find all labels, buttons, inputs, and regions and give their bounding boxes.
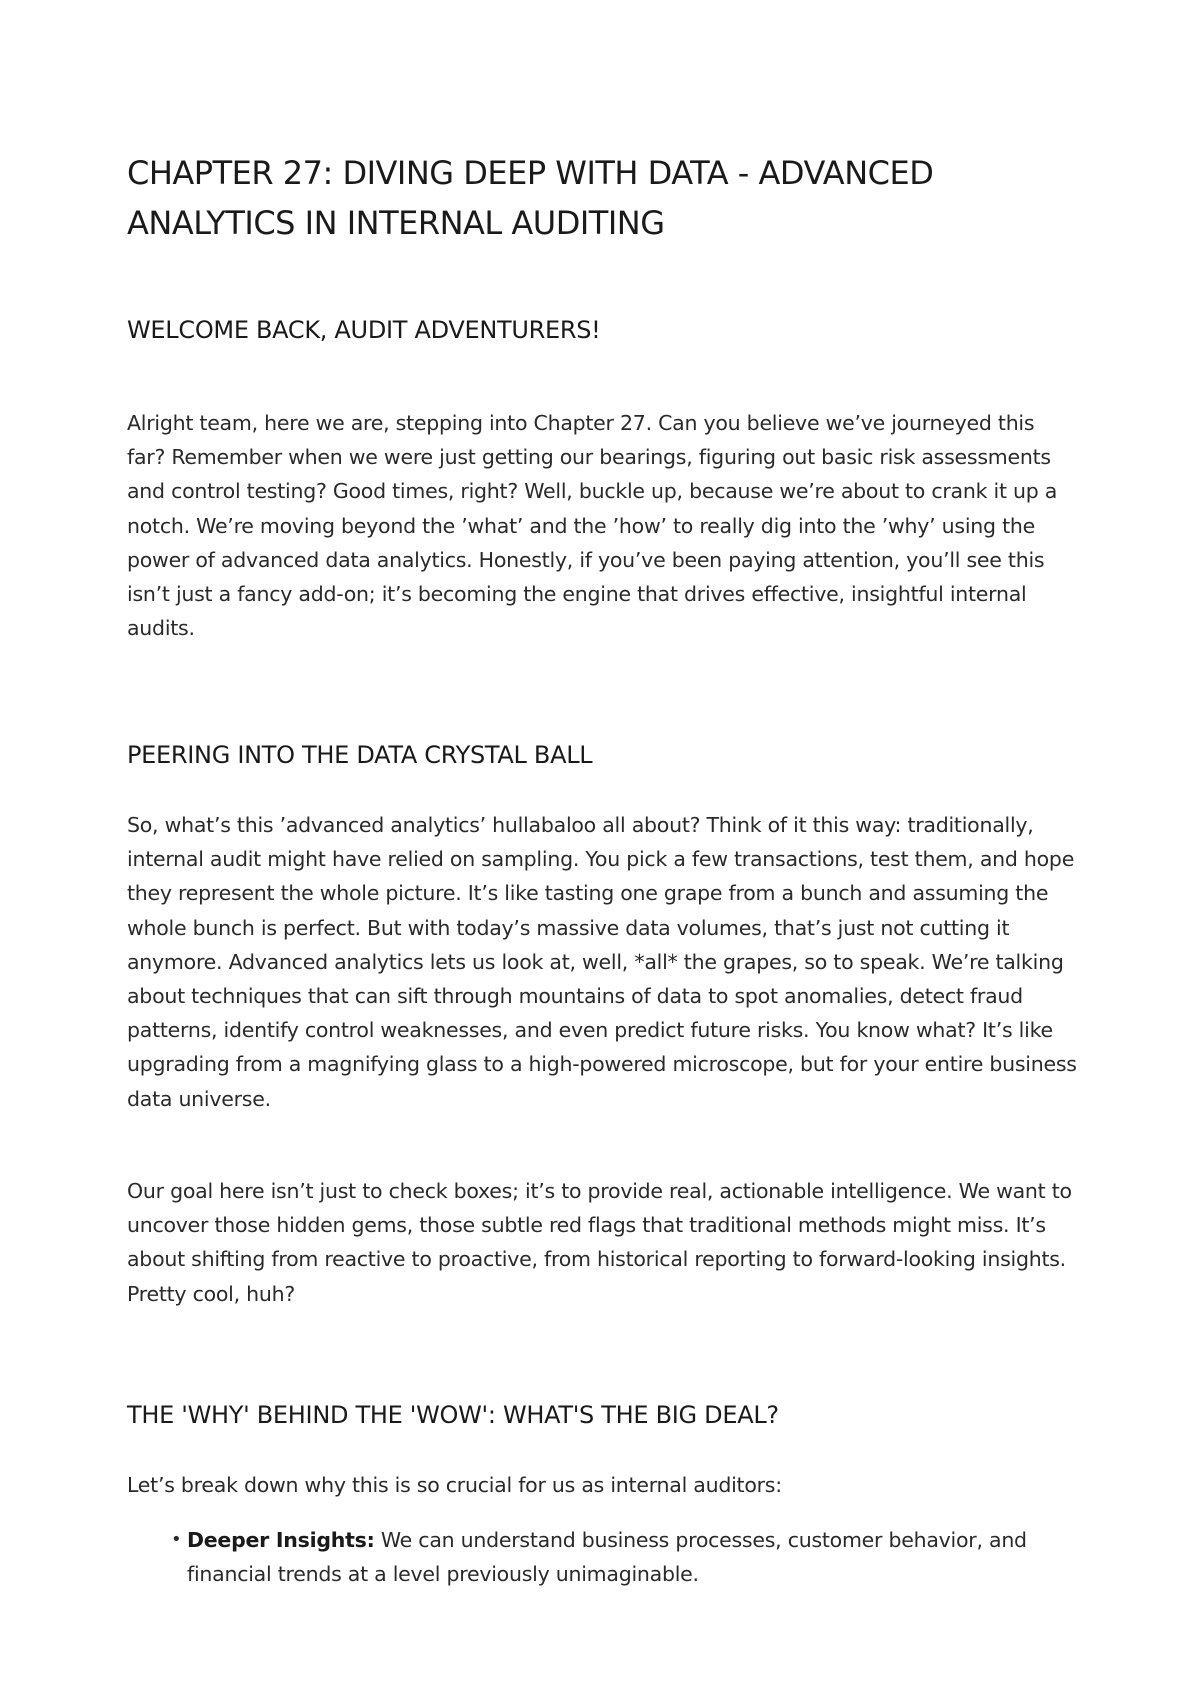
bullet-text: We can understand business processes, customer behavior, and financial trends at a level previously unimaginable. bbox=[187, 1528, 1027, 1587]
bullet-dot-icon: • bbox=[171, 1529, 182, 1550]
section-heading-welcome: WELCOME BACK, AUDIT ADVENTURERS! bbox=[127, 316, 601, 344]
list-item bbox=[171, 1523, 1081, 1591]
bullet-term: Deeper Insights: bbox=[187, 1528, 375, 1552]
section-heading-crystal-ball: PEERING INTO THE DATA CRYSTAL BALL bbox=[127, 741, 593, 769]
section-heading-why-wow: THE 'WHY' BEHIND THE 'WOW': WHAT'S THE BIG DEAL? bbox=[127, 1401, 779, 1429]
paragraph-why-wow-intro: Let’s break down why this is so crucial for us as internal auditors: bbox=[127, 1473, 782, 1497]
paragraph-welcome: Alright team, here we are, stepping into Chapter 27. Can you believe we’ve journeyed this far? Remember when we were just getting our bearings, figuring out basic risk assessments and control testing? Good times, right? Well, buckle up, because we’re about to crank it up a notch. We’re moving beyond the ’what’ and the ’how’ to really dig into the ’why’ using the power of advanced data analytics. Honestly, if you’ve been paying attention, you’ll see this isn’t just a fancy add-on; it’s becoming the engine that drives effective, insightful internal audits. bbox=[127, 411, 1058, 641]
chapter-title: CHAPTER 27: DIVING DEEP WITH DATA - ADVANCED ANALYTICS IN INTERNAL AUDITING bbox=[127, 154, 934, 242]
bullet-list bbox=[171, 1523, 1081, 1591]
paragraph-crystal-ball-2: Our goal here isn’t just to check boxes; it’s to provide real, actionable intelligence. We want to uncover those hidden gems, those subtle red flags that traditional methods might miss. It’s about shifting from reactive to proactive, from historical reporting to forward-looking insights. Pretty cool, huh? bbox=[127, 1179, 1072, 1306]
paragraph-crystal-ball-1: So, what’s this ’advanced analytics’ hullabaloo all about? Think of it this way: traditionally, internal audit might have relied on sampling. You pick a few transactions, test them, and hope they represent the whole picture. It’s like tasting one grape from a bunch and assuming the whole bunch is perfect. But with today’s massive data volumes, that’s just not cutting it anymore. Advanced analytics lets us look at, well, *all* the grapes, so to speak. We’re talking about techniques that can sift through mountains of data to spot anomalies, detect fraud patterns, identify control weaknesses, and even predict future risks. You know what? It’s like upgrading from a magnifying glass to a high-powered microscope, but for your entire business data universe. bbox=[127, 813, 1077, 1111]
